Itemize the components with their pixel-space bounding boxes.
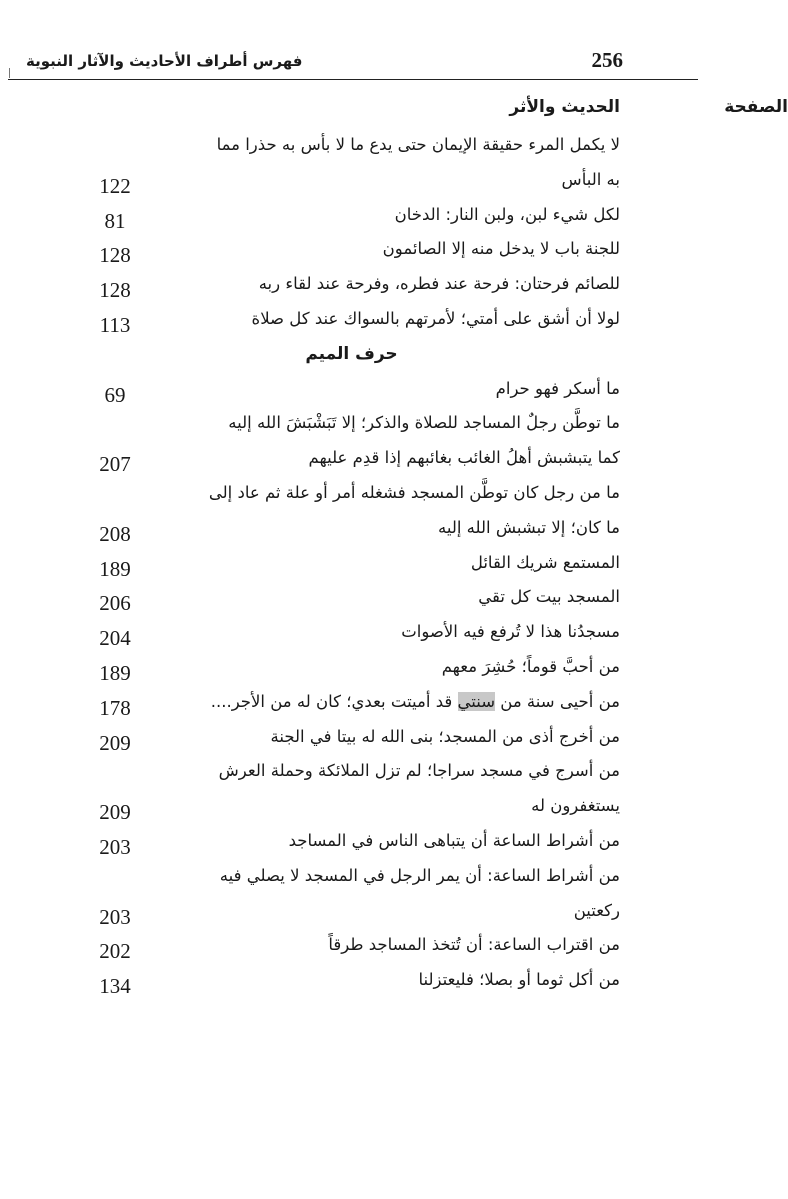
entry-text: يستغفرون له xyxy=(531,796,620,816)
index-entry xyxy=(0,446,703,480)
index-entry xyxy=(0,759,703,793)
index-entry xyxy=(0,829,703,863)
index-entry xyxy=(0,620,703,654)
entry-text-end: قد أميتت بعدي؛ كان له من الأجر.... xyxy=(210,691,458,711)
index-entry xyxy=(0,377,703,411)
margin-mark xyxy=(9,68,10,78)
entry-text-start: من أحيى سنة من xyxy=(495,691,620,711)
index-entry xyxy=(0,864,703,898)
entry-text: به البأس xyxy=(561,169,620,189)
entry-text: ما من رجل كان توطَّن المسجد فشغله أمر أو علة ثم عاد إلى xyxy=(208,483,620,502)
index-entry xyxy=(0,168,703,202)
entry-text: ما كان؛ إلا تبشبش الله إليه xyxy=(438,517,620,537)
entry-page-number: 81 xyxy=(104,208,126,233)
entry-text: ركعتين xyxy=(573,900,620,920)
entry-page-number: 134 xyxy=(99,974,131,999)
entry-text: ما أسكر فهو حرام xyxy=(495,378,620,398)
entry-page-number: 122 xyxy=(99,173,131,198)
index-entry xyxy=(0,655,703,689)
index-entry xyxy=(0,307,703,341)
entry-text: من أشراط الساعة أن يتباهى الناس في المساجد xyxy=(288,831,620,850)
index-entry xyxy=(0,690,703,724)
entry-page-number: 128 xyxy=(99,278,131,303)
entry-text: من أحبَّ قوماً؛ حُشِرَ معهم xyxy=(441,657,620,676)
entry-text: كما يتبشبش أهلُ الغائب بغائبهم إذا قدِم عليهم xyxy=(308,448,620,468)
index-entry xyxy=(0,968,703,1002)
highlighted-word: سنتي xyxy=(457,691,496,711)
entry-text: من اقتراب الساعة: أن تُتخذ المساجد طرقاً xyxy=(328,935,620,955)
index-entry xyxy=(0,203,703,237)
section-heading-row xyxy=(0,342,703,376)
entry-text: ما توطَّن رجلٌ المساجد للصلاة والذكر؛ إلا تَبَشْبَشَ الله إليه xyxy=(228,413,620,433)
entry-page-number: 209 xyxy=(99,730,131,755)
entry-text: المستمع شريك القائل xyxy=(470,552,620,572)
entry-page-number: 203 xyxy=(99,835,131,859)
index-entry xyxy=(0,237,703,271)
entry-text: من أشراط الساعة: أن يمر الرجل في المسجد لا يصلي فيه xyxy=(219,865,620,885)
entry-page-number: 204 xyxy=(99,626,131,651)
index-entry xyxy=(0,899,703,933)
index-entry xyxy=(0,551,703,585)
entry-page-number: 203 xyxy=(99,904,131,929)
entry-page-number: 206 xyxy=(99,591,131,616)
column-heading-page: الصفحة xyxy=(724,97,788,117)
header-rule xyxy=(8,79,698,80)
index-entry xyxy=(0,481,703,515)
entry-text: للجنة باب لا يدخل منه إلا الصائمون xyxy=(382,239,620,259)
entry-text: المسجد بيت كل تقي xyxy=(478,587,620,607)
section-heading: حرف الميم xyxy=(305,343,398,364)
entry-text: لا يكمل المرء حقيقة الإيمان حتى يدع ما لا بأس به حذرا مما xyxy=(216,135,620,154)
entry-page-number: 178 xyxy=(99,695,131,720)
entry-page-number: 69 xyxy=(104,382,126,407)
index-entry xyxy=(0,411,703,445)
index-entry xyxy=(0,725,703,759)
entry-page-number: 128 xyxy=(99,243,131,268)
entry-text: من أكل ثوما أو بصلا؛ فليعتزلنا xyxy=(418,970,620,990)
entry-page-number: 202 xyxy=(99,939,131,964)
index-entry xyxy=(0,933,703,967)
entry-page-number: 189 xyxy=(99,661,131,685)
entry-text: لولا أن أشق على أمتي؛ لأمرتهم بالسواك عند كل صلاة xyxy=(251,309,620,328)
entry-text: لكل شيء لبن، ولبن النار: الدخان xyxy=(394,204,620,224)
index-entry xyxy=(0,272,703,306)
entry-page-number: 189 xyxy=(99,556,131,581)
running-title: فهرس أطراف الأحاديث والآثار النبوية xyxy=(26,52,303,70)
column-heading-hadith: الحديث والأثر xyxy=(509,97,620,117)
index-entry xyxy=(0,516,703,550)
index-entry xyxy=(0,794,703,828)
entry-page-number: 209 xyxy=(99,800,131,825)
entry-page-number: 208 xyxy=(99,521,131,546)
page-number: 256 xyxy=(591,48,623,72)
index-entry xyxy=(0,133,703,167)
entry-text: للصائم فرحتان: فرحة عند فطره، وفرحة عند لقاء ربه xyxy=(258,274,620,294)
entry-text: مسجدُنا هذا لا تُرفع فيه الأصوات xyxy=(401,622,620,642)
entry-text: من أخرج أذى من المسجد؛ بنى الله له بيتا في الجنة xyxy=(270,726,620,746)
entry-text xyxy=(211,692,620,711)
entry-text: من أسرج في مسجد سراجا؛ لم تزل الملائكة وحملة العرش xyxy=(218,761,620,781)
entry-page-number: 113 xyxy=(99,313,131,337)
entry-page-number: 207 xyxy=(99,452,131,477)
index-entry xyxy=(0,585,703,619)
